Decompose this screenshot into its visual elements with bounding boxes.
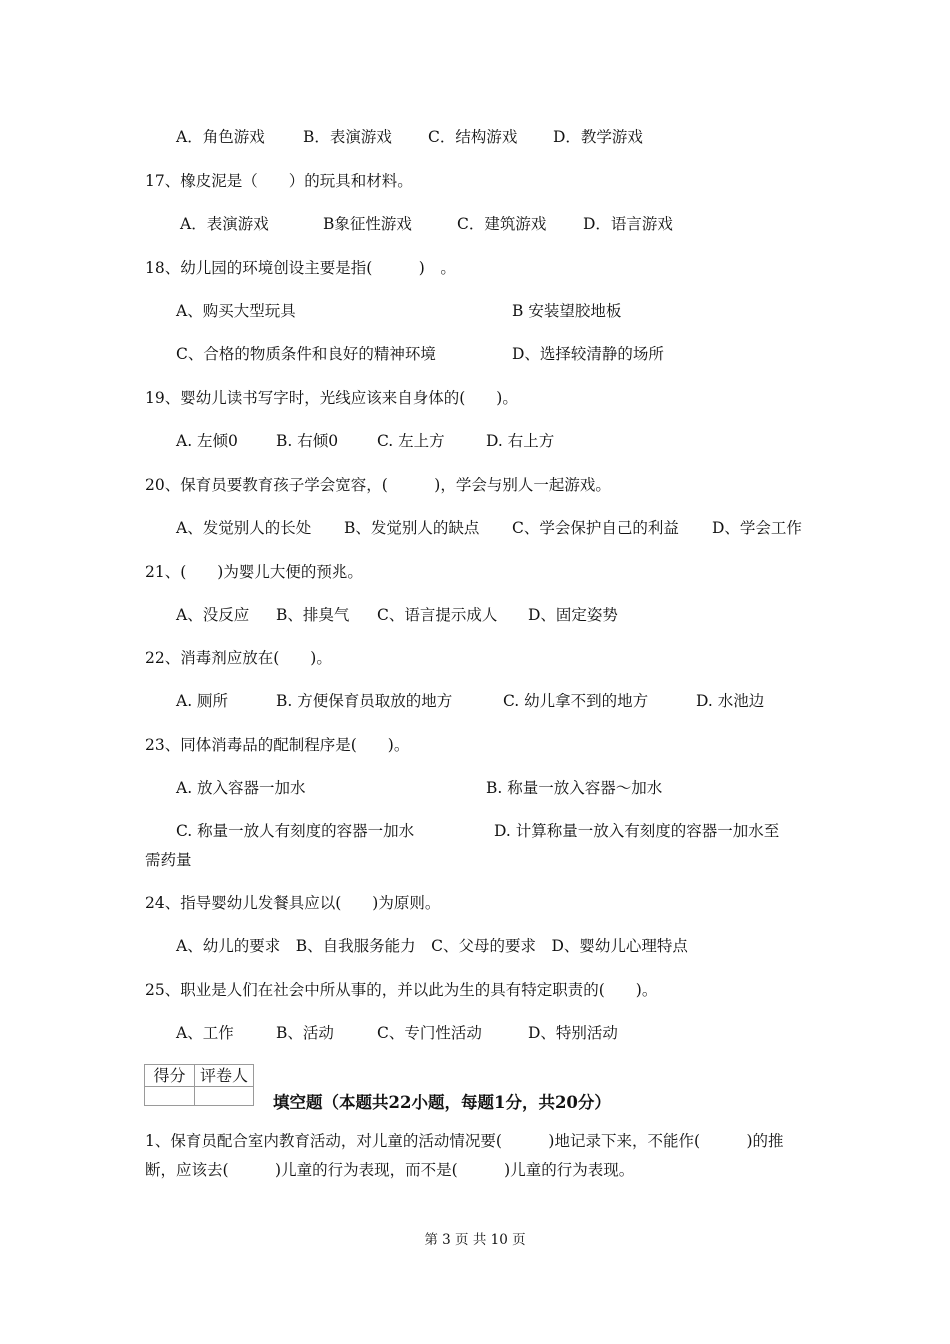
option-d: D．教学游戏 [553,128,643,146]
option-c: C．建筑游戏 [457,215,547,233]
question-23-stem: 23、同体消毒品的配制程序是( )。 [145,736,410,754]
fill-question-1-line-1: 1、保育员配合室内教育活动，对儿童的活动情况要( )地记录下来，不能作( )的推 [145,1132,784,1150]
question-20-stem: 20、保育员要教育孩子学会宽容，( )，学会与别人一起游戏。 [145,476,611,494]
option-d: D、学会工作 [712,519,802,537]
question-25-stem: 25、职业是人们在社会中所从事的，并以此为生的具有特定职责的( )。 [145,981,658,999]
option-b: B．表演游戏 [303,128,392,146]
option-a: A. 放入容器一加水 [176,779,306,797]
option-d: D．语言游戏 [583,215,673,233]
option-a: A、购买大型玩具 [176,302,296,320]
option-b: B、发觉别人的缺点 [344,519,480,537]
section-title: 填空题（本题共22小题，每题1分，共20分） [273,1093,611,1112]
option-a: A、没反应 [176,606,250,624]
option-d: D. 水池边 [696,692,765,710]
question-19-stem: 19、婴幼儿读书写字时，光线应该来自身体的( )。 [145,389,518,407]
option-c: C. 幼儿拿不到的地方 [503,692,649,710]
option-c: C、语言提示成人 [377,606,498,624]
score-cell [145,1087,195,1105]
option-d: D、选择较清静的场所 [512,345,664,363]
score-box [144,1064,254,1106]
option-a: A、发觉别人的长处 [176,519,312,537]
option-d: D. 计算称量一放入有刻度的容器一加水至 [494,822,780,840]
grader-cell [195,1087,253,1105]
option-c: C、学会保护自己的利益 [512,519,679,537]
grader-label: 评卷人 [195,1065,253,1087]
question-24-stem: 24、指导婴幼儿发餐具应以( )为原则。 [145,894,441,912]
question-22-stem: 22、消毒剂应放在( )。 [145,649,332,667]
option-c: C、专门性活动 [377,1024,482,1042]
question-17-stem: 17、橡皮泥是（ ）的玩具和材料。 [145,172,413,190]
score-label: 得分 [145,1065,195,1087]
option-b: B、排臭气 [276,606,350,624]
option-a: A．表演游戏 [180,215,269,233]
option-a: A. 左倾0 [176,432,238,450]
option-b: B 安装望胶地板 [512,302,622,320]
option-c: C. 左上方 [377,432,445,450]
question-24-options: A、幼儿的要求 B、自我服务能力 C、父母的要求 D、婴幼儿心理特点 [176,937,688,955]
option-a: A. 厕所 [176,692,229,710]
option-b: B. 右倾0 [276,432,339,450]
option-a: A．角色游戏 [176,128,265,146]
option-b: B. 方便保育员取放的地方 [276,692,453,710]
option-d: D、特别活动 [528,1024,618,1042]
option-d: D. 右上方 [486,432,555,450]
option-d: D、固定姿势 [528,606,618,624]
option-c: C. 称量一放人有刻度的容器一加水 [176,822,415,840]
question-18-stem: 18、幼儿园的环境创设主要是指( ) 。 [145,259,456,277]
fill-question-1-line-2: 断，应该去( )儿童的行为表现，而不是( )儿童的行为表现。 [145,1161,635,1179]
option-c: C、合格的物质条件和良好的精神环境 [176,345,436,363]
page-footer: 第 3 页 共 10 页 [424,1232,526,1248]
option-d-continuation: 需药量 [145,851,192,869]
option-b: B. 称量一放入容器～加水 [486,779,663,797]
option-c: C．结构游戏 [428,128,518,146]
option-b: B、活动 [276,1024,334,1042]
option-a: A、工作 [176,1024,234,1042]
option-b: B象征性游戏 [323,215,412,233]
question-21-stem: 21、( )为婴儿大便的预兆。 [145,563,363,581]
